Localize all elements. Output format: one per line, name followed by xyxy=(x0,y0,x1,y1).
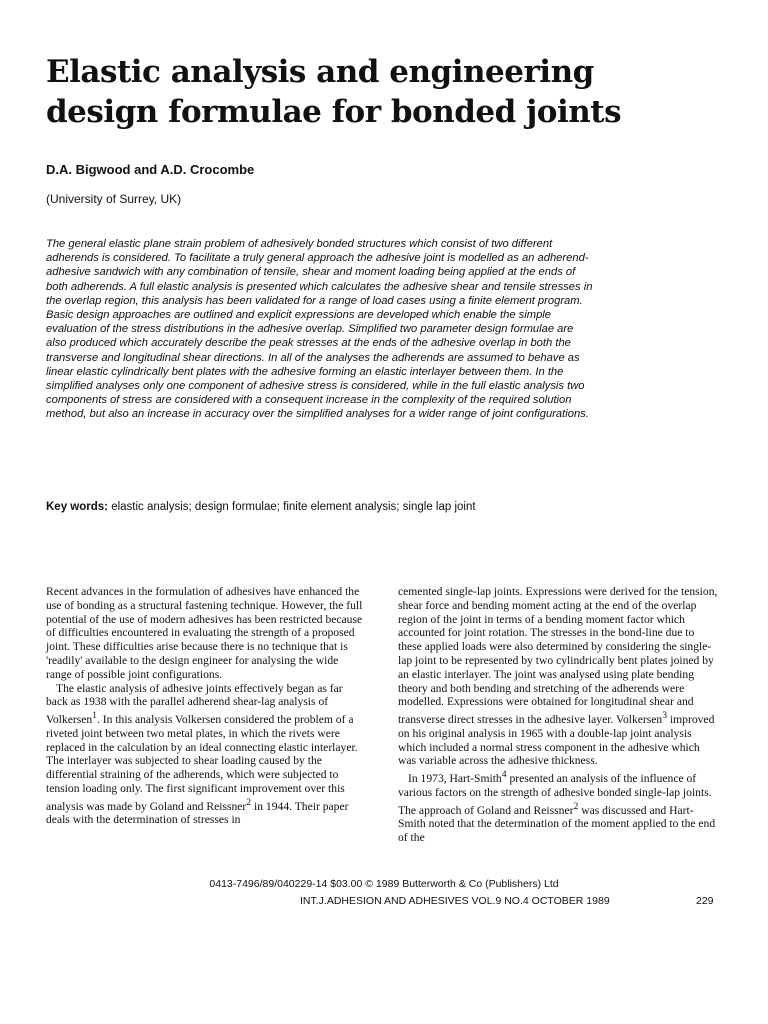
body-column-left xyxy=(46,585,366,827)
body-paragraph: In 1973, Hart-Smith$^4$ presented an analysis of the influence of various factors on the strength of adhesive bonded single-lap joints. The approach of Goland and Reissner$^2$ was discussed and Hart-Smith noted that the determination of the moment applied to the end of the xyxy=(398,769,716,845)
paper-title: Elastic analysis and engineering design formulae for bonded joints xyxy=(46,54,622,130)
author-affiliation: (University of Surrey, UK) xyxy=(46,192,182,206)
body-paragraph: Recent advances in the formulation of adhesives have enhanced the use of bonding as a structural fastening technique. However, the full potential of the use of modern adhesives has been restricted because of difficulties encountered in evaluating the strength of a proposed joint. These difficulties arise because there is no technique that is 'readily' available to the design engineer for analysing the wide range of possible joint configurations. xyxy=(46,585,363,681)
citation-ref: 2 xyxy=(246,796,252,808)
body-column-right xyxy=(398,585,718,845)
body-paragraph: cemented single-lap joints. Expressions were derived for the tension, shear force and bending moment acting at the end of the overlap region of the joint in terms of a bending moment factor which accounted for joint rotation. The stresses in the bond-line due to these applied loads were also determined by considering the single-lap joint to be represented by two cylindrically bent plates joined by an elastic interlayer. The joint was analysed using plate bending theory and both bending and stretching of the adherends were modelled. Expressions were obtained for longitudinal shear and transverse direct stresses in the adhesive layer. Volkersen$^3$ improved on his original analysis in 1965 with a double-lap joint analysis which included a normal stress component in the adhesive which was variable across the adhesive thickness. xyxy=(398,585,718,768)
citation-ref: 1 xyxy=(92,710,97,722)
keywords xyxy=(46,501,476,513)
page-number: 229 xyxy=(696,895,714,907)
abstract: The general elastic plane strain problem of adhesively bonded structures which consist of two different adherends is considered. To facilitate a truly general approach the adhesive joint is modelled as an adherend-adhesive sandwich with any combination of tensile, shear and moment loading being applied at the ends of both adherends. A full elastic analysis is presented which calculates the adhesive shear and tensile stresses in the overlap region, this analysis has been validated for a range of load cases using a finite element program. Basic design approaches are outlined and explicit expressions are developed which enable the simple evaluation of the stress distributions in the adhesive overlap. Simplified two parameter design formulae are also produced which accurately describe the peak stresses at the ends of the adhesive overlap in both the transverse and longitudinal shear directions. In all of the analyses the adherends are assumed to behave as linear elastic cylindrically bent plates with the adhesive forming an elastic interlayer between them. In the simplified analyses only one component of adhesive stress is considered, while in the full elastic analysis two components of stress are considered with a consequent increase in the complexity of the required solution method, but also an increase in accuracy over the simplified analyses for a wider range of joint configurations. xyxy=(46,238,593,421)
keywords-label: Key words: xyxy=(46,501,108,513)
citation-ref: 2 xyxy=(573,800,579,812)
citation-ref: 4 xyxy=(501,769,507,781)
body-paragraph: The elastic analysis of adhesive joints effectively began as far back as 1938 with the parallel adherend shear-lag analysis of Volkersen$^1$. In this analysis Volkersen considered the problem of a riveted joint between two metal plates, in which the rivets were replaced in the calculation by an ideal connecting elastic interlayer. The interlayer was subjected to shear loading caused by the differential straining of the adherends, which were subjected to tension loading only. The first significant improvement over this analysis was made by Goland and Reissner$^2$ in 1944. Their paper deals with the determination of stresses in xyxy=(46,681,358,827)
footer-copyright: 0413-7496/89/040229-14 $03.00 © 1989 Butterworth & Co (Publishers) Ltd xyxy=(209,878,559,890)
paper-authors: D.A. Bigwood and A.D. Crocombe xyxy=(46,162,255,177)
citation-ref: 3 xyxy=(662,710,668,722)
footer-journal: INT.J.ADHESION AND ADHESIVES VOL.9 NO.4 OCTOBER 1989 xyxy=(300,895,610,907)
keywords-list: elastic analysis; design formulae; finite element analysis; single lap joint xyxy=(111,501,476,513)
